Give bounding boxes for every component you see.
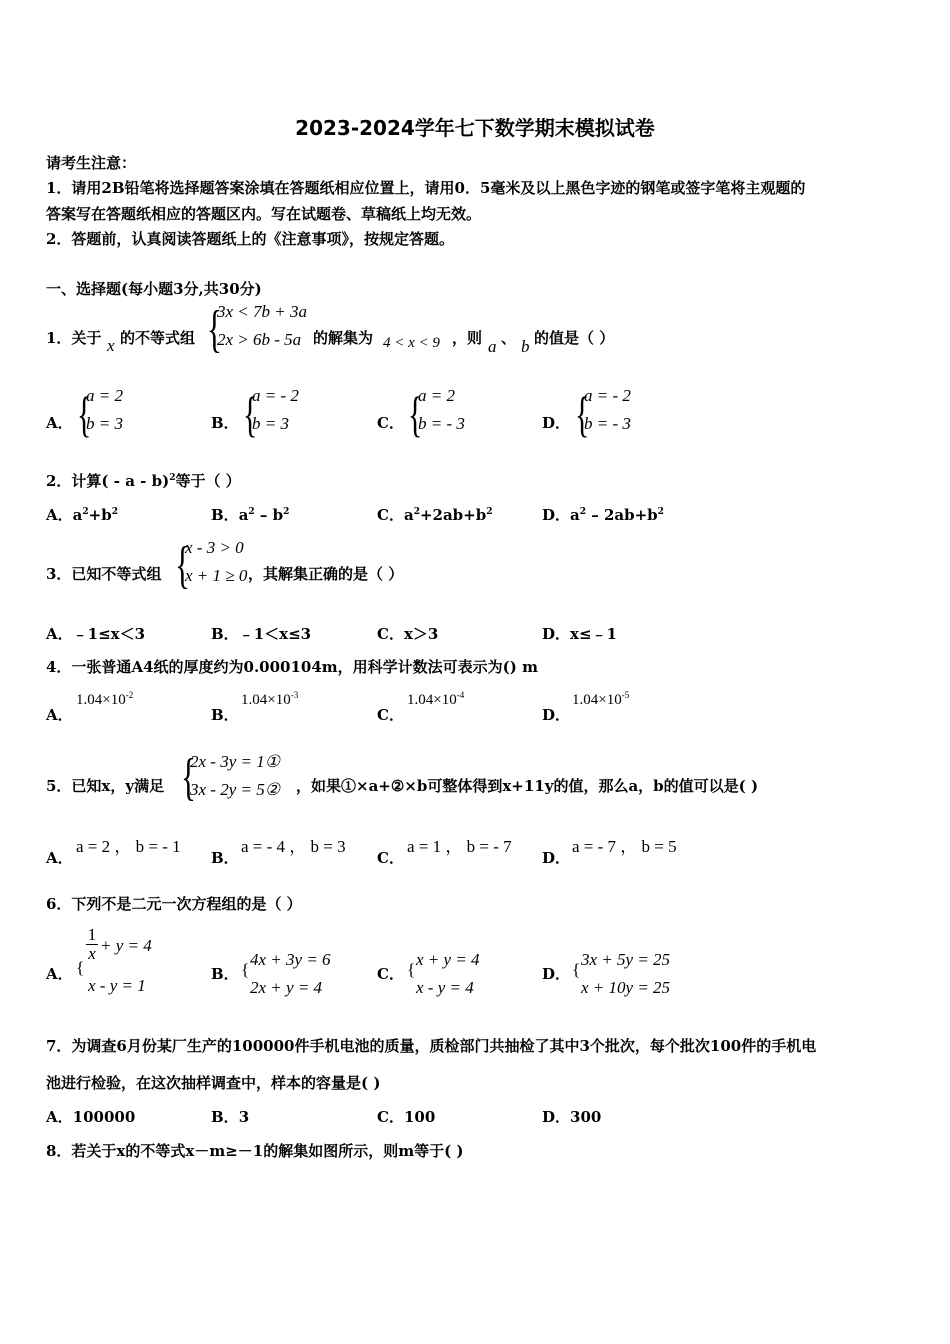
q1-brace: { — [207, 301, 222, 358]
q4-option-a-base: 1.04×10 — [76, 692, 126, 708]
q4-option-b-value — [241, 690, 298, 709]
q4-option-c-value — [407, 690, 464, 709]
q1-option-a-line1: a = 2 — [86, 386, 123, 405]
q7-option-a-text: 100000 — [72, 1108, 136, 1126]
q7-stem-line1: 7．为调查6月份某厂生产的100000件手机电池的质量，质检部门共抽检了其中3个批次，每个批次100件的手机电 — [46, 1037, 817, 1055]
q7-option-d-label: D． — [542, 1108, 571, 1126]
q2-option-d-base: a — [570, 506, 580, 524]
q1-option-d-brace: { — [575, 386, 590, 442]
q5-option-c-label[interactable]: C． — [377, 849, 404, 867]
q3-option-c-label: C． — [377, 625, 404, 643]
q1-option-c-label[interactable]: C． — [377, 414, 404, 432]
q6-option-a-line1-rest: + y = 4 — [100, 936, 152, 955]
q5-brace: { — [181, 749, 196, 806]
q7-stem-line2: 池进行检验，在这次抽样调查中，样本的容量是( ) — [46, 1074, 381, 1092]
q1-eq2: 2x > 6b - 5a — [217, 330, 302, 349]
q2-option-b-label: B． — [211, 506, 239, 524]
q5-eq2: 3x - 2y = 5② — [190, 780, 280, 799]
q7-option-d-text: 300 — [570, 1108, 602, 1126]
q2-option-a[interactable] — [46, 504, 118, 525]
q7-option-b-text: 3 — [238, 1108, 250, 1126]
q6-option-c-system — [416, 946, 480, 1002]
q3-option-a-label: A． — [46, 625, 73, 643]
q1-option-c-brace: { — [408, 386, 423, 442]
q5-suffix: ，如果①×a+②×b可整体得到x+11y的值，那么a，b的值可以是( ) — [296, 777, 759, 795]
q1-var-a: a — [488, 337, 497, 356]
q1-option-a-system — [86, 382, 123, 438]
q6-option-d-line1: 3x + 5y = 25 — [581, 950, 671, 969]
q3-eq2: x + 1 ≥ 0 — [185, 566, 248, 585]
q6-option-a-numerator: 1 — [87, 925, 97, 944]
q3-suffix: ，其解集正确的是（ ） — [248, 565, 404, 583]
q3-option-d-text: x≤﹣1 — [570, 625, 617, 643]
q2-option-a-base: a — [72, 506, 83, 524]
q7-option-b[interactable] — [211, 1106, 249, 1127]
q3-option-a-text: ﹣1≤x＜3 — [72, 625, 146, 643]
q2-option-c-mid: +2ab+b — [419, 506, 487, 524]
q3-system — [185, 534, 247, 590]
q1-eq1: 3x < 7b + 3a — [217, 302, 307, 321]
q1-suffix: 的值是（ ） — [534, 329, 615, 347]
q4-option-c-exp: -4 — [456, 690, 465, 700]
q4-option-c-label[interactable]: C． — [377, 706, 404, 724]
q7-option-c[interactable] — [377, 1106, 435, 1127]
page-title: 2023-2024学年七下数学期末模拟试卷 — [295, 116, 655, 140]
q5-option-d-label[interactable]: D． — [542, 849, 571, 867]
q1-option-d-label[interactable]: D． — [542, 414, 571, 432]
q3-option-b[interactable] — [211, 623, 311, 644]
q5-prefix: 5．已知x，y满足 — [46, 777, 165, 795]
q6-option-d-system — [581, 946, 670, 1002]
q1-option-b-brace: { — [243, 386, 258, 442]
q6-option-b-brace: { — [241, 960, 250, 979]
q6-option-c-line2: x - y = 4 — [416, 978, 474, 997]
q4-option-c-base: 1.04×10 — [407, 692, 457, 708]
q4-option-a-label[interactable]: A． — [46, 706, 73, 724]
q2-option-d-exp2: 2 — [657, 507, 664, 517]
q4-option-b-base: 1.04×10 — [241, 692, 291, 708]
q2-option-b-base: a — [238, 506, 249, 524]
q5-option-c-text: a = 1 ， b = - 7 — [407, 837, 512, 856]
q2-option-b-exp2: 2 — [283, 507, 290, 517]
q5-option-a-label[interactable]: A． — [46, 849, 73, 867]
q2-option-b[interactable] — [211, 504, 289, 525]
q3-option-b-label: B． — [211, 625, 239, 643]
notice-line-2: 2．答题前，认真阅读答题纸上的《注意事项》，按规定答题。 — [46, 230, 454, 248]
notice-line-1a: 1．请用2B铅笔将选择题答案涂填在答题纸相应位置上，请用0．5毫米及以上黑色字迹的钢笔或签字笔将主观题的 — [46, 179, 806, 197]
q6-option-d-line2: x + 10y = 25 — [581, 978, 671, 997]
q2-option-a-exp1: 2 — [82, 507, 89, 517]
q4-option-d-value — [572, 690, 629, 709]
q1-option-a-brace: { — [77, 386, 92, 442]
q3-prefix: 3．已知不等式组 — [46, 565, 162, 583]
q6-option-b-system — [250, 946, 331, 1002]
notice-heading: 请考生注意： — [46, 154, 137, 172]
q6-option-c-label[interactable]: C． — [377, 965, 404, 983]
q6-option-a-label[interactable]: A． — [46, 965, 73, 983]
q1-sep: 、 — [501, 329, 517, 347]
q1-prefix: 1．关于 — [46, 329, 102, 347]
q2-option-b-mid: – b — [254, 506, 284, 524]
q2-option-c-exp2: 2 — [486, 507, 493, 517]
q5-option-b-text: a = - 4 ， b = 3 — [241, 837, 346, 856]
q2-stem-text: 2．计算( - a - b) — [46, 472, 170, 490]
q6-option-d-brace: { — [572, 960, 581, 979]
q2-option-c-exp1: 2 — [413, 507, 420, 517]
q4-option-a-value — [76, 690, 133, 709]
q2-option-d-exp1: 2 — [579, 507, 587, 517]
q3-option-d[interactable] — [542, 623, 617, 644]
notice-line-1b: 答案写在答题纸相应的答题区内。写在试题卷、草稿纸上均无效。 — [46, 205, 482, 223]
q1-option-d-line2: b = - 3 — [584, 414, 631, 433]
q6-option-b-line2: 2x + y = 4 — [250, 978, 323, 997]
q3-option-c[interactable] — [377, 623, 438, 644]
q1-option-b-line1: a = - 2 — [252, 386, 299, 405]
q1-option-a-line2: b = 3 — [86, 414, 123, 433]
q1-option-b-line2: b = 3 — [252, 414, 289, 433]
q1-range: 4 < x < 9 — [383, 335, 440, 351]
q2-exponent: 2 — [169, 473, 176, 483]
q1-option-a-label[interactable]: A． — [46, 414, 73, 432]
q5-option-b-label[interactable]: B． — [211, 849, 239, 867]
q2-option-c-label: C． — [377, 506, 404, 524]
q7-option-a[interactable] — [46, 1106, 135, 1127]
q5-eq1: 2x - 3y = 1① — [190, 752, 280, 771]
q6-option-d-label[interactable]: D． — [542, 965, 571, 983]
q2-stem — [46, 470, 241, 491]
q2-option-d[interactable] — [542, 504, 664, 525]
q1-var-b: b — [521, 337, 530, 356]
q1-option-d-line1: a = - 2 — [584, 386, 631, 405]
q1-system — [217, 298, 307, 354]
q6-option-a-fraction — [86, 926, 98, 963]
q6-stem: 6．下列不是二元一次方程组的是（ ） — [46, 895, 302, 913]
q3-option-c-text: x＞3 — [403, 625, 439, 643]
q7-option-d[interactable] — [542, 1106, 601, 1127]
q3-eq1: x - 3 > 0 — [185, 538, 244, 557]
q1-option-b-system — [252, 382, 299, 438]
q2-option-b-exp1: 2 — [248, 507, 255, 517]
q1-option-d-system — [584, 382, 631, 438]
q7-option-a-label: A． — [46, 1108, 73, 1126]
q6-option-b-line1: 4x + 3y = 6 — [250, 950, 331, 969]
q5-option-d-text: a = - 7 ， b = 5 — [572, 837, 677, 856]
q1-option-c-system — [418, 382, 465, 438]
q1-option-b-label[interactable]: B． — [211, 414, 239, 432]
q2-option-d-label: D． — [542, 506, 571, 524]
q6-option-c-brace: { — [407, 960, 416, 979]
q2-option-c-base: a — [403, 506, 414, 524]
q7-option-c-text: 100 — [403, 1108, 436, 1126]
q1-then: ，则 — [452, 329, 483, 347]
q8-stem: 8．若关于x的不等式x－m≥－1的解集如图所示，则m等于( ) — [46, 1142, 464, 1160]
q6-option-b-label[interactable]: B． — [211, 965, 239, 983]
q6-option-a-brace: { — [76, 958, 85, 977]
q2-option-a-exp2: 2 — [111, 507, 118, 517]
q6-option-a-line2: x - y = 1 — [88, 976, 146, 995]
q7-option-c-label: C． — [377, 1108, 404, 1126]
q1-option-c-line1: a = 2 — [418, 386, 455, 405]
q4-stem: 4．一张普通A4纸的厚度约为0.000104m，用科学计数法可表示为() m — [46, 658, 538, 676]
q3-option-d-label: D． — [542, 625, 571, 643]
q1-var-x: x — [107, 336, 115, 355]
section-heading: 一、选择题(每小题3分,共30分) — [46, 280, 262, 298]
q3-brace: { — [175, 537, 190, 594]
q2-option-c[interactable] — [377, 504, 493, 525]
q6-option-c-line1: x + y = 4 — [416, 950, 480, 969]
q5-system — [190, 748, 280, 804]
q2-stem-tail: 等于（ ） — [175, 472, 241, 490]
q4-option-a-exp: -2 — [125, 690, 134, 700]
q5-option-a-text: a = 2 ， b = - 1 — [76, 837, 181, 856]
q2-option-a-label: A． — [46, 506, 73, 524]
q3-option-a[interactable] — [46, 623, 145, 644]
q1-mid2: 的解集为 — [313, 329, 374, 347]
q4-option-b-exp: -3 — [290, 690, 299, 700]
q4-option-d-exp: -5 — [621, 690, 630, 700]
q7-option-b-label: B． — [211, 1108, 239, 1126]
q4-option-b-label[interactable]: B． — [211, 706, 239, 724]
q4-option-d-base: 1.04×10 — [572, 692, 622, 708]
q1-mid: 的不等式组 — [120, 329, 196, 347]
q6-option-a-denominator: x — [88, 944, 96, 963]
q3-option-b-text: ﹣1＜x≤3 — [238, 625, 312, 643]
q2-option-d-mid: – 2ab+b — [586, 506, 658, 524]
q1-option-c-line2: b = - 3 — [418, 414, 465, 433]
q4-option-d-label[interactable]: D． — [542, 706, 571, 724]
q2-option-a-mid: +b — [88, 506, 112, 524]
